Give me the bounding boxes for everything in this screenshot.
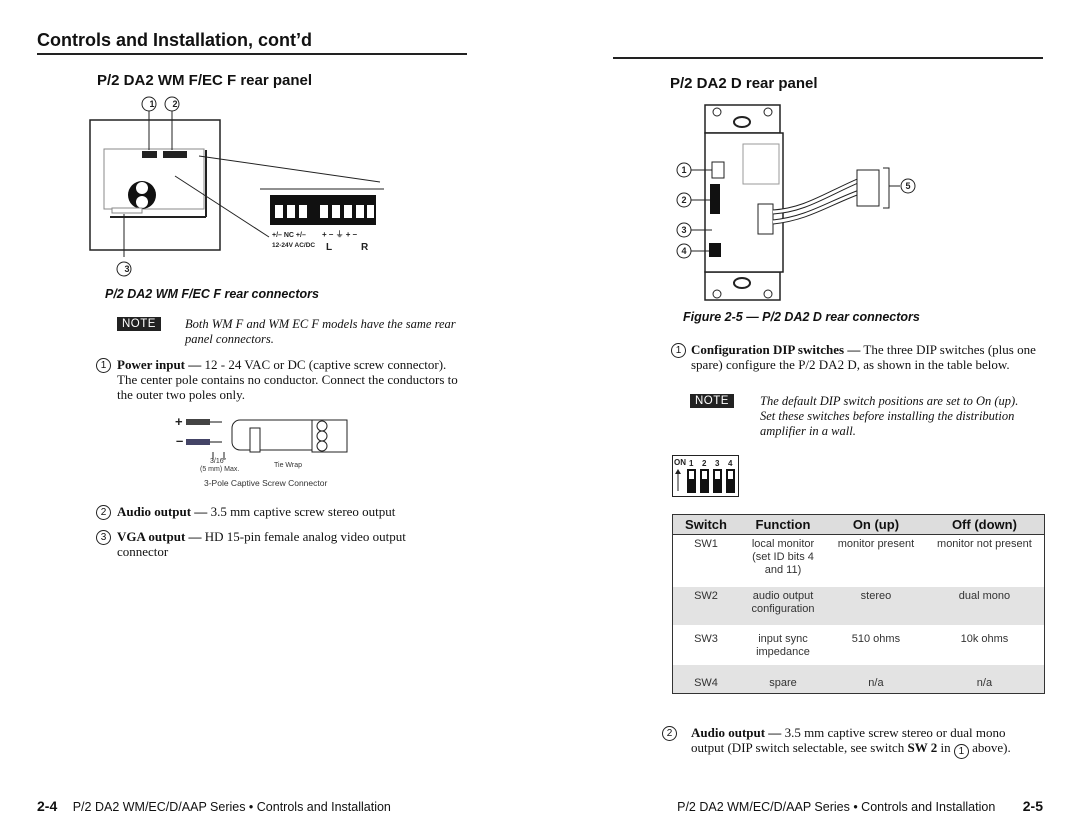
item-ref-number: 1 xyxy=(954,744,969,759)
table-cell: local monitor (set ID bits 4 and 11) xyxy=(751,538,815,576)
table-cell: monitor present xyxy=(837,538,915,550)
right-channel-label: R xyxy=(361,242,369,253)
figure-caption-wm: P/2 DA2 WM F/EC F rear connectors xyxy=(105,287,319,301)
minus-label: – xyxy=(176,433,184,448)
table-cell: stereo xyxy=(827,587,925,625)
power-pin-labels: +/– NC +/– xyxy=(272,232,306,239)
page-title: Controls and Installation, cont’d xyxy=(37,30,313,50)
footer-left xyxy=(37,798,391,814)
table-row xyxy=(673,535,1044,587)
note-badge: NOTE xyxy=(690,394,734,408)
dip-number: 1 xyxy=(689,459,694,468)
audio-output-description xyxy=(117,504,467,519)
table-cell: 510 ohms xyxy=(851,632,901,645)
table-row xyxy=(673,587,1044,625)
vga-output-description xyxy=(117,529,437,559)
column-header: On (up) xyxy=(827,515,925,535)
item-term: Audio output — xyxy=(117,504,208,519)
table-cell: 10k ohms xyxy=(960,632,1009,645)
item-text: above). xyxy=(968,740,1011,755)
callout-2: 2 xyxy=(172,99,178,109)
table-cell: input sync impedance xyxy=(756,632,810,658)
captive-screw-connector-figure xyxy=(170,408,370,493)
item-term: Configuration DIP switches — xyxy=(691,342,861,357)
callout-3: 3 xyxy=(681,225,687,235)
switch-ref: SW 2 xyxy=(907,740,938,755)
connector-caption: 3-Pole Captive Screw Connector xyxy=(204,478,328,488)
section-title-wm: P/2 DA2 WM F/EC F rear panel xyxy=(97,72,313,89)
title-rule-right xyxy=(613,57,1043,59)
note-text: The default DIP switch positions are set to On (up). Set these switches before installing the distribution amplifier in a wall. xyxy=(760,394,1019,438)
left-channel-label: L xyxy=(326,242,333,253)
table-cell: audio output configuration xyxy=(739,587,827,625)
item-text: 12 - 24 VAC or DC (captive screw connector). The center pole contains no conductor. Connect the conductors to the outer two poles only. xyxy=(117,357,458,402)
dip-switch-table xyxy=(672,514,1045,694)
table-cell: SW4 xyxy=(673,665,739,693)
item-number: 1 xyxy=(96,358,111,373)
item-text: in xyxy=(937,740,954,755)
column-header: Switch xyxy=(673,515,739,535)
d-rear-panel-diagram xyxy=(665,100,945,308)
callout-4: 4 xyxy=(681,246,687,256)
power-rating-label: 12-24V AC/DC xyxy=(272,242,316,249)
wm-rear-panel-diagram xyxy=(82,92,392,284)
dip-number: 3 xyxy=(715,459,720,468)
callout-5: 5 xyxy=(905,181,911,191)
strip-length-metric: (5 mm) Max. xyxy=(200,466,240,473)
footer-right xyxy=(677,798,1043,814)
dip-on-label: ON xyxy=(674,458,686,467)
column-header: Function xyxy=(739,515,827,535)
dip-switch-graphic xyxy=(672,455,740,499)
dip-number: 4 xyxy=(728,459,733,468)
table-header-row xyxy=(673,515,1044,535)
plus-label: + xyxy=(175,414,183,429)
table-cell: spare xyxy=(739,665,827,693)
footer-text: P/2 DA2 WM/EC/D/AAP Series • Controls and Installation xyxy=(677,800,996,814)
table-row xyxy=(673,625,1044,665)
callout-2: 2 xyxy=(681,195,687,205)
table-cell: dual mono xyxy=(925,587,1044,625)
item-text: HD 15-pin female analog video output connector xyxy=(117,529,406,559)
page-number: 2-5 xyxy=(1022,798,1043,814)
figure-caption-d: Figure 2-5 — P/2 DA2 D rear connectors xyxy=(683,310,920,324)
item-term: VGA output — xyxy=(117,529,202,544)
column-header: Off (down) xyxy=(925,515,1044,535)
tie-wrap-label: Tie Wrap xyxy=(274,462,303,469)
item-number: 1 xyxy=(671,343,686,358)
callout-3: 3 xyxy=(124,264,130,274)
note-badge: NOTE xyxy=(117,317,161,331)
item-text: The three DIP switches (plus one spare) configure the P/2 DA2 D, as shown in the table below. xyxy=(691,342,1036,372)
callout-1: 1 xyxy=(149,99,155,109)
dip-number: 2 xyxy=(702,459,707,468)
item-term: Power input — xyxy=(117,357,202,372)
table-cell: SW1 xyxy=(694,538,718,550)
table-cell: SW3 xyxy=(694,632,718,645)
title-rule xyxy=(37,53,467,55)
strip-length-label: 3/16" xyxy=(210,458,227,465)
audio-pin-labels: + – ⏚ + – xyxy=(322,230,358,239)
item-number: 2 xyxy=(96,505,111,520)
item-term: Audio output — xyxy=(691,725,782,740)
item-number: 2 xyxy=(662,726,677,741)
callout-1: 1 xyxy=(681,165,687,175)
audio-output-d-description xyxy=(691,725,1036,757)
table-cell: n/a xyxy=(925,665,1044,693)
item-text: 3.5 mm captive screw stereo or dual mono output (DIP switch selectable, see switch xyxy=(691,725,1006,755)
table-cell: monitor not present xyxy=(937,538,1032,550)
table-cell: n/a xyxy=(827,665,925,693)
dip-switch-description xyxy=(691,342,1036,372)
footer-text: P/2 DA2 WM/EC/D/AAP Series • Controls and Installation xyxy=(72,800,391,814)
page-number: 2-4 xyxy=(37,798,58,814)
power-input-description xyxy=(117,357,467,402)
item-number: 3 xyxy=(96,530,111,545)
note-text: Both WM F and WM EC F models have the same rear panel connectors. xyxy=(185,317,456,346)
item-text: 3.5 mm captive screw stereo output xyxy=(207,504,396,519)
table-cell: SW2 xyxy=(673,587,739,625)
table-row xyxy=(673,665,1044,693)
section-title-d: P/2 DA2 D rear panel xyxy=(670,75,818,92)
